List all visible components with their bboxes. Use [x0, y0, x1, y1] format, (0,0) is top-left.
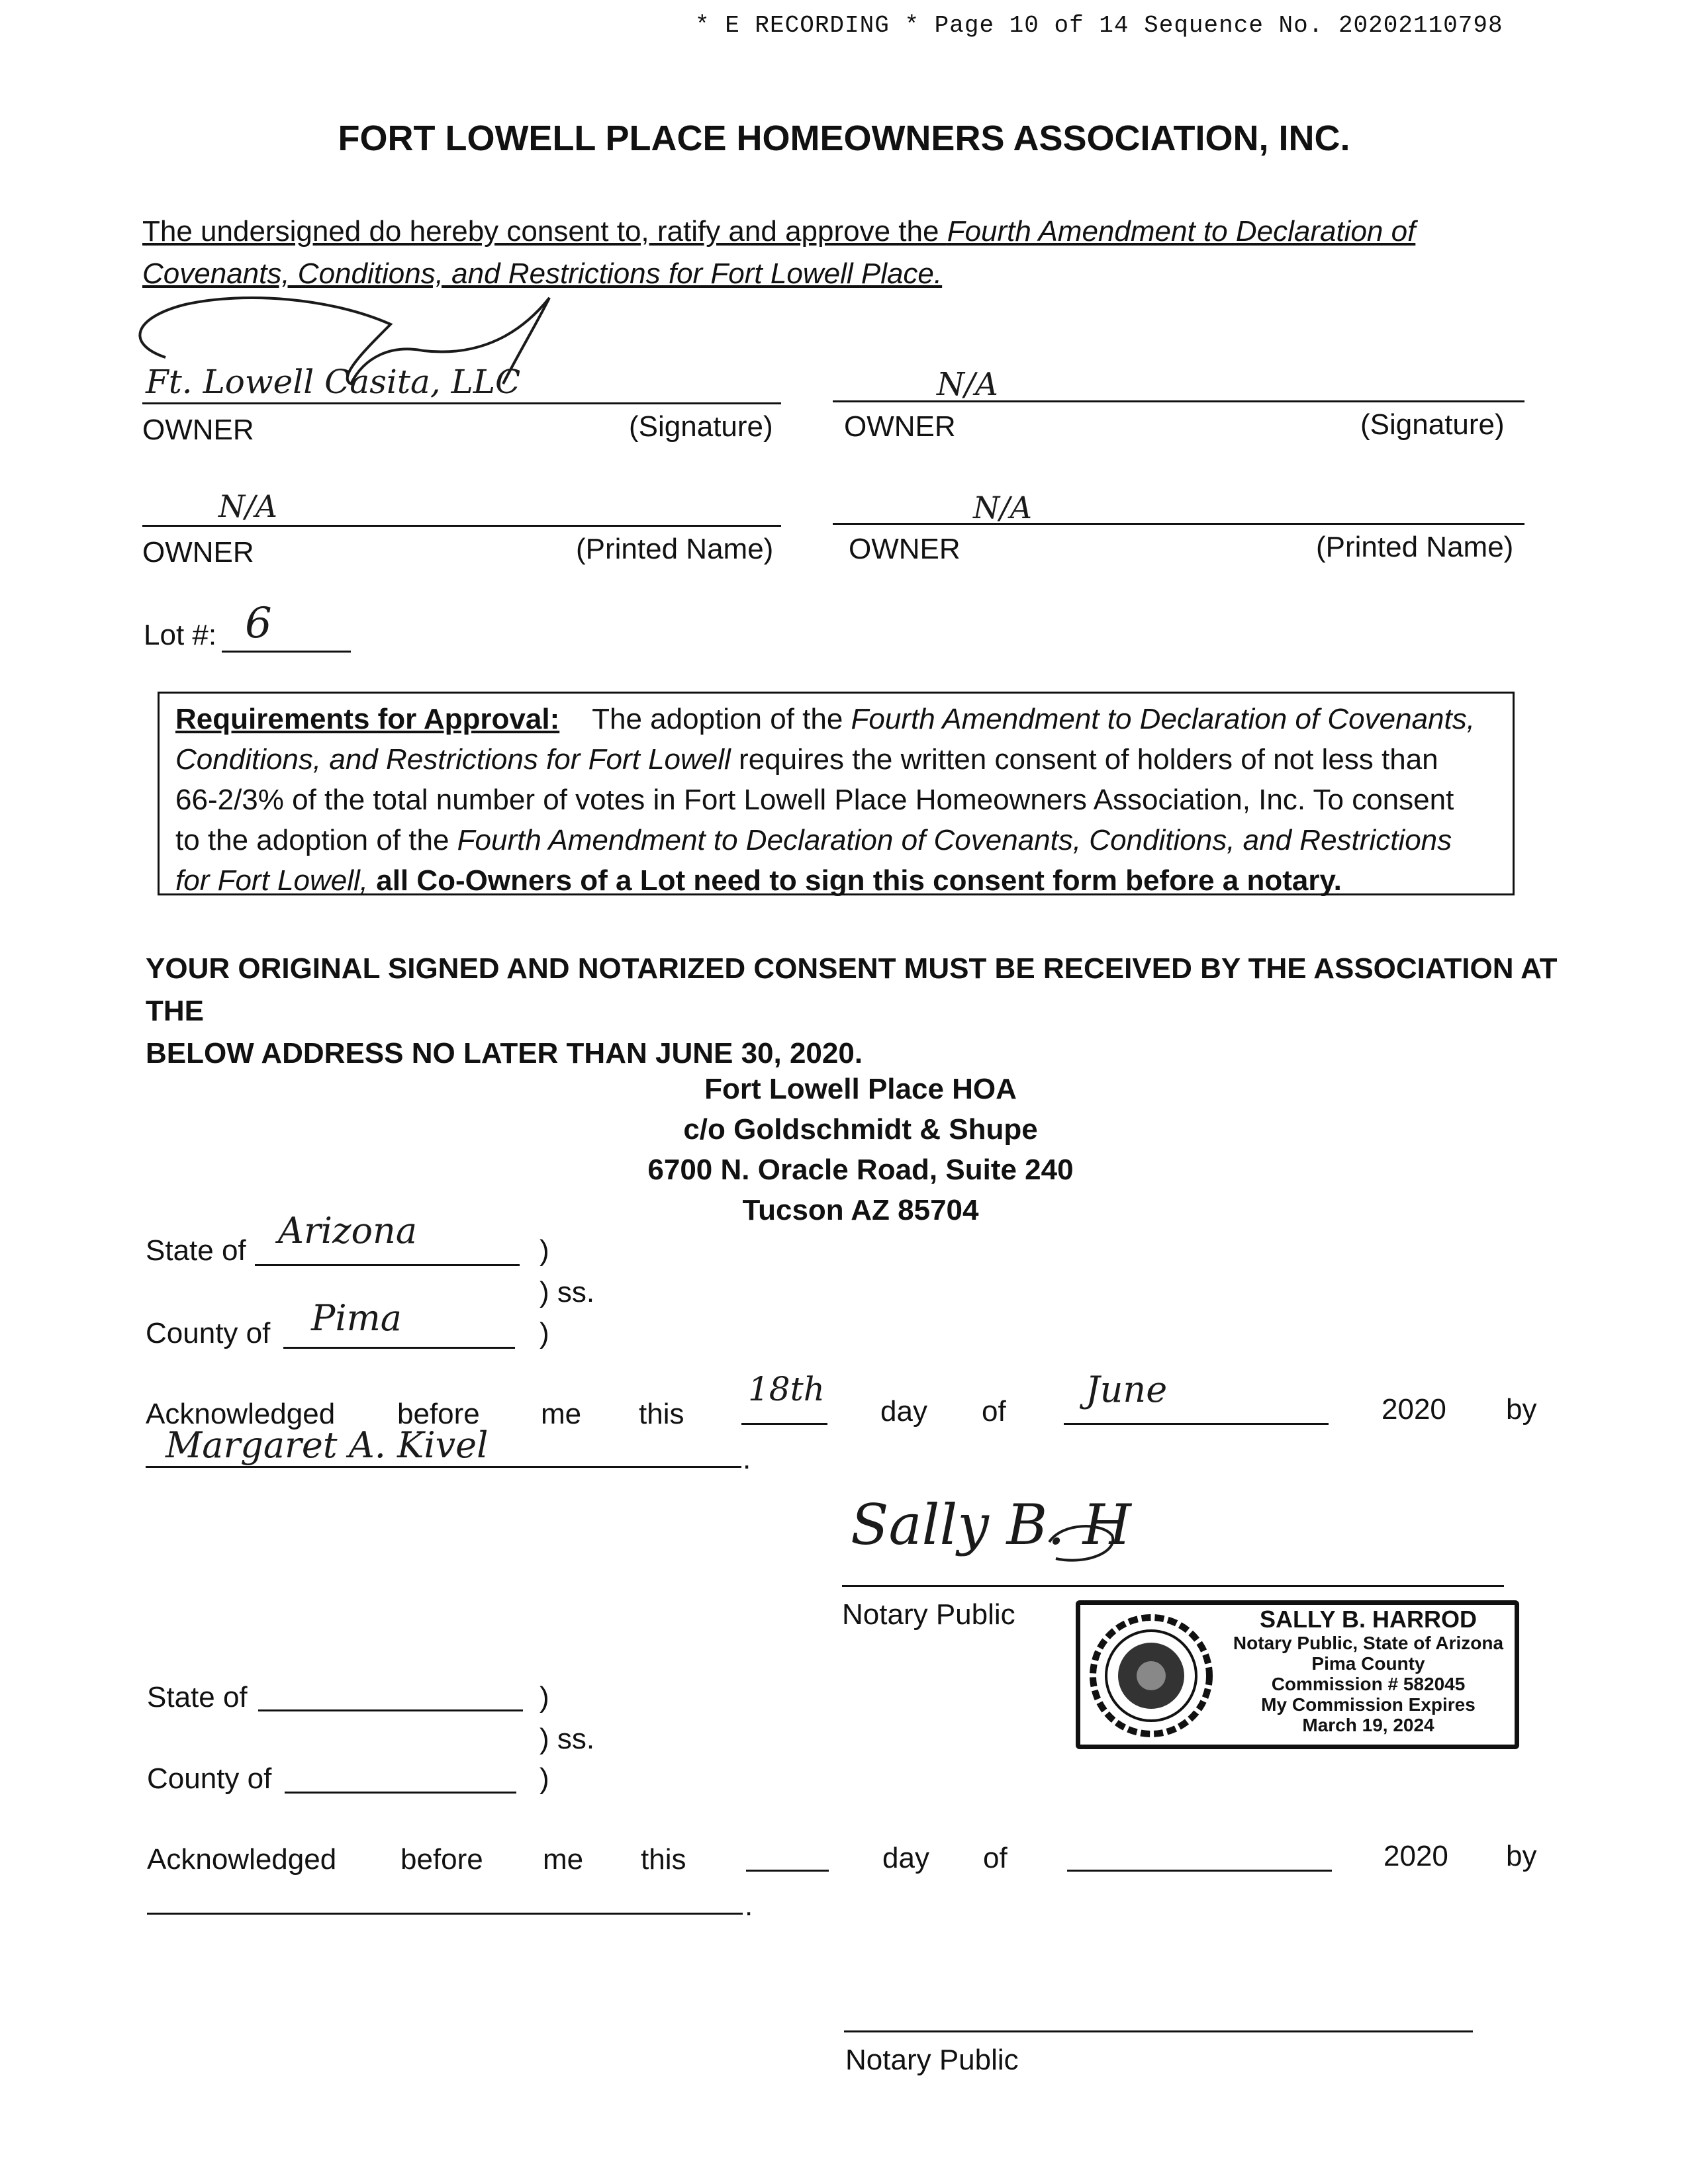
notary1-day-handwritten: 18th [748, 1370, 825, 1408]
consent-document-line1: Fourth Amendment to Declaration of [947, 215, 1416, 248]
notary1-month-handwritten: June [1086, 1369, 1168, 1410]
requirements-text-1: The adoption of the [592, 703, 851, 735]
notary1-paren-1: ) [539, 1234, 549, 1267]
address-line3: 6700 N. Oracle Road, Suite 240 [647, 1154, 1074, 1186]
notary2-county-label: County of [147, 1762, 272, 1795]
notary1-county-handwritten: Pima [311, 1297, 402, 1339]
lot-number-line [222, 651, 351, 653]
notary1-state-handwritten: Arizona [278, 1210, 418, 1251]
notary2-by-word: by [1506, 1840, 1537, 1872]
notary1-day-line [741, 1423, 827, 1425]
notary2-period: . [745, 1889, 753, 1922]
notary2-this-word: this [641, 1843, 686, 1876]
notary2-day-word: day [882, 1842, 929, 1874]
notary1-acknowledged-name-handwritten: Margaret A. Kivel [165, 1424, 489, 1466]
requirements-doc-4: for Fort Lowell, [175, 864, 368, 897]
stamp-line-2: Notary Public, State of Arizona [1233, 1633, 1504, 1653]
notary1-day-word: day [880, 1395, 927, 1428]
notary2-signature-line [844, 2030, 1473, 2032]
notary1-notary-public-label: Notary Public [842, 1598, 1015, 1631]
owner2-printed-handwritten: N/A [973, 490, 1032, 525]
stamp-line-4: Commission # 582045 [1271, 1674, 1466, 1694]
association-address [563, 1069, 1158, 1230]
owner1-signature-handwritten: Ft. Lowell Casita, LLC [146, 363, 521, 401]
consent-prefix: The undersigned do hereby consent to, ratify and approve the [142, 215, 947, 248]
notary2-ack-word: Acknowledged [147, 1843, 337, 1876]
notary1-period: . [743, 1443, 751, 1475]
requirements-doc-1: Fourth Amendment to Declaration of Covenants, [851, 703, 1475, 735]
notary1-paren-2: ) [539, 1317, 549, 1349]
owner2-printed-line [833, 523, 1524, 525]
requirements-text-2: requires the written consent of holders of not less than [730, 743, 1438, 776]
owner1-printed-owner-label: OWNER [142, 536, 254, 569]
stamp-line-5: My Commission Expires [1261, 1694, 1476, 1715]
notary1-ss: ) ss. [539, 1276, 595, 1308]
notary1-name-line [146, 1466, 741, 1468]
stamp-notary-name: SALLY B. HARROD [1259, 1606, 1477, 1633]
notary1-before-word: before [397, 1398, 480, 1430]
requirements-bold-end: all Co-Owners of a Lot need to sign this consent form before a notary. [376, 864, 1342, 897]
owner1-signature-line [142, 402, 781, 404]
notary2-state-label: State of [147, 1681, 248, 1713]
notary2-name-line [147, 1913, 743, 1915]
deadline-notice-line1: YOUR ORIGINAL SIGNED AND NOTARIZED CONSENT MUST BE RECEIVED BY THE ASSOCIATION AT THE [146, 952, 1558, 1027]
notary2-paren-2: ) [539, 1762, 549, 1795]
owner2-printed-owner-label: OWNER [849, 533, 961, 565]
recording-header: * E RECORDING * Page 10 of 14 Sequence No. 20202110798 [695, 12, 1503, 39]
owner2-label: OWNER [844, 410, 956, 443]
owner2-signature-label: (Signature) [1360, 408, 1505, 441]
notary2-day-line [746, 1870, 829, 1872]
notary-seal-emblem [1088, 1613, 1214, 1739]
notary2-of-word: of [983, 1842, 1008, 1874]
stamp-line-6: March 19, 2024 [1302, 1715, 1434, 1735]
notary2-county-line [285, 1792, 516, 1794]
address-line4: Tucson AZ 85704 [742, 1194, 979, 1226]
stamp-details [1213, 1633, 1524, 1735]
notary2-notary-public-label: Notary Public [845, 2044, 1019, 2076]
owner1-printed-handwritten: N/A [218, 488, 277, 524]
owner1-signature-label: (Signature) [629, 410, 773, 443]
consent-document-line2: Covenants, Conditions, and Restrictions for Fort Lowell Place. [142, 257, 943, 290]
requirements-doc-2: Conditions, and Restrictions for Fort Lowell [175, 743, 731, 776]
notary1-ack-word: Acknowledged [146, 1398, 336, 1430]
requirements-doc-3: Fourth Amendment to Declaration of Covenants, Conditions, and Restrictions [457, 824, 1452, 856]
requirements-box [158, 692, 1515, 895]
notary1-county-line [283, 1347, 515, 1349]
notary2-year: 2020 [1383, 1840, 1448, 1872]
notary-stamp [1076, 1600, 1519, 1749]
notary1-this-word: this [639, 1398, 684, 1430]
notary1-signature-handwritten: Sally B. H [851, 1492, 1131, 1557]
notary2-state-line [258, 1709, 523, 1711]
notary1-of-word: of [982, 1395, 1006, 1428]
owner1-printed-line [142, 525, 781, 527]
owner2-printed-name-label: (Printed Name) [1316, 531, 1514, 563]
notary2-paren-1: ) [539, 1681, 549, 1713]
owner2-signature-handwritten: N/A [937, 366, 998, 403]
notary1-by-word: by [1506, 1393, 1537, 1426]
owner2-signature-line [833, 400, 1524, 402]
notary1-county-label: County of [146, 1317, 271, 1349]
deadline-notice-line2: BELOW ADDRESS NO LATER THAN JUNE 30, 2020. [146, 1037, 863, 1069]
notary1-state-line [255, 1264, 520, 1266]
requirements-heading: Requirements for Approval: [175, 703, 560, 735]
lot-number-handwritten: 6 [245, 599, 272, 648]
notary1-signature-line [842, 1585, 1504, 1587]
deadline-notice [146, 948, 1569, 1075]
notary1-me-word: me [541, 1398, 582, 1430]
notary2-before-word: before [400, 1843, 483, 1876]
lot-label: Lot #: [144, 619, 217, 651]
address-line1: Fort Lowell Place HOA [704, 1073, 1017, 1105]
page-title: FORT LOWELL PLACE HOMEOWNERS ASSOCIATION, INC. [338, 118, 1350, 158]
notary1-year: 2020 [1382, 1393, 1446, 1426]
notary2-month-line [1067, 1870, 1332, 1872]
notary2-me-word: me [543, 1843, 584, 1876]
notary1-state-label: State of [146, 1234, 246, 1267]
address-line2: c/o Goldschmidt & Shupe [683, 1113, 1038, 1146]
owner1-printed-name-label: (Printed Name) [576, 533, 774, 565]
requirements-text-4: to the adoption of the [175, 824, 457, 856]
stamp-line-3: Pima County [1311, 1653, 1425, 1674]
notary1-month-line [1064, 1423, 1329, 1425]
owner1-label: OWNER [142, 414, 254, 446]
requirements-text-3: 66-2/3% of the total number of votes in Fort Lowell Place Homeowners Association, Inc. To consent [175, 784, 1454, 816]
notary1-signature-flourish [1046, 1516, 1119, 1572]
notary2-ss: ) ss. [539, 1723, 595, 1755]
